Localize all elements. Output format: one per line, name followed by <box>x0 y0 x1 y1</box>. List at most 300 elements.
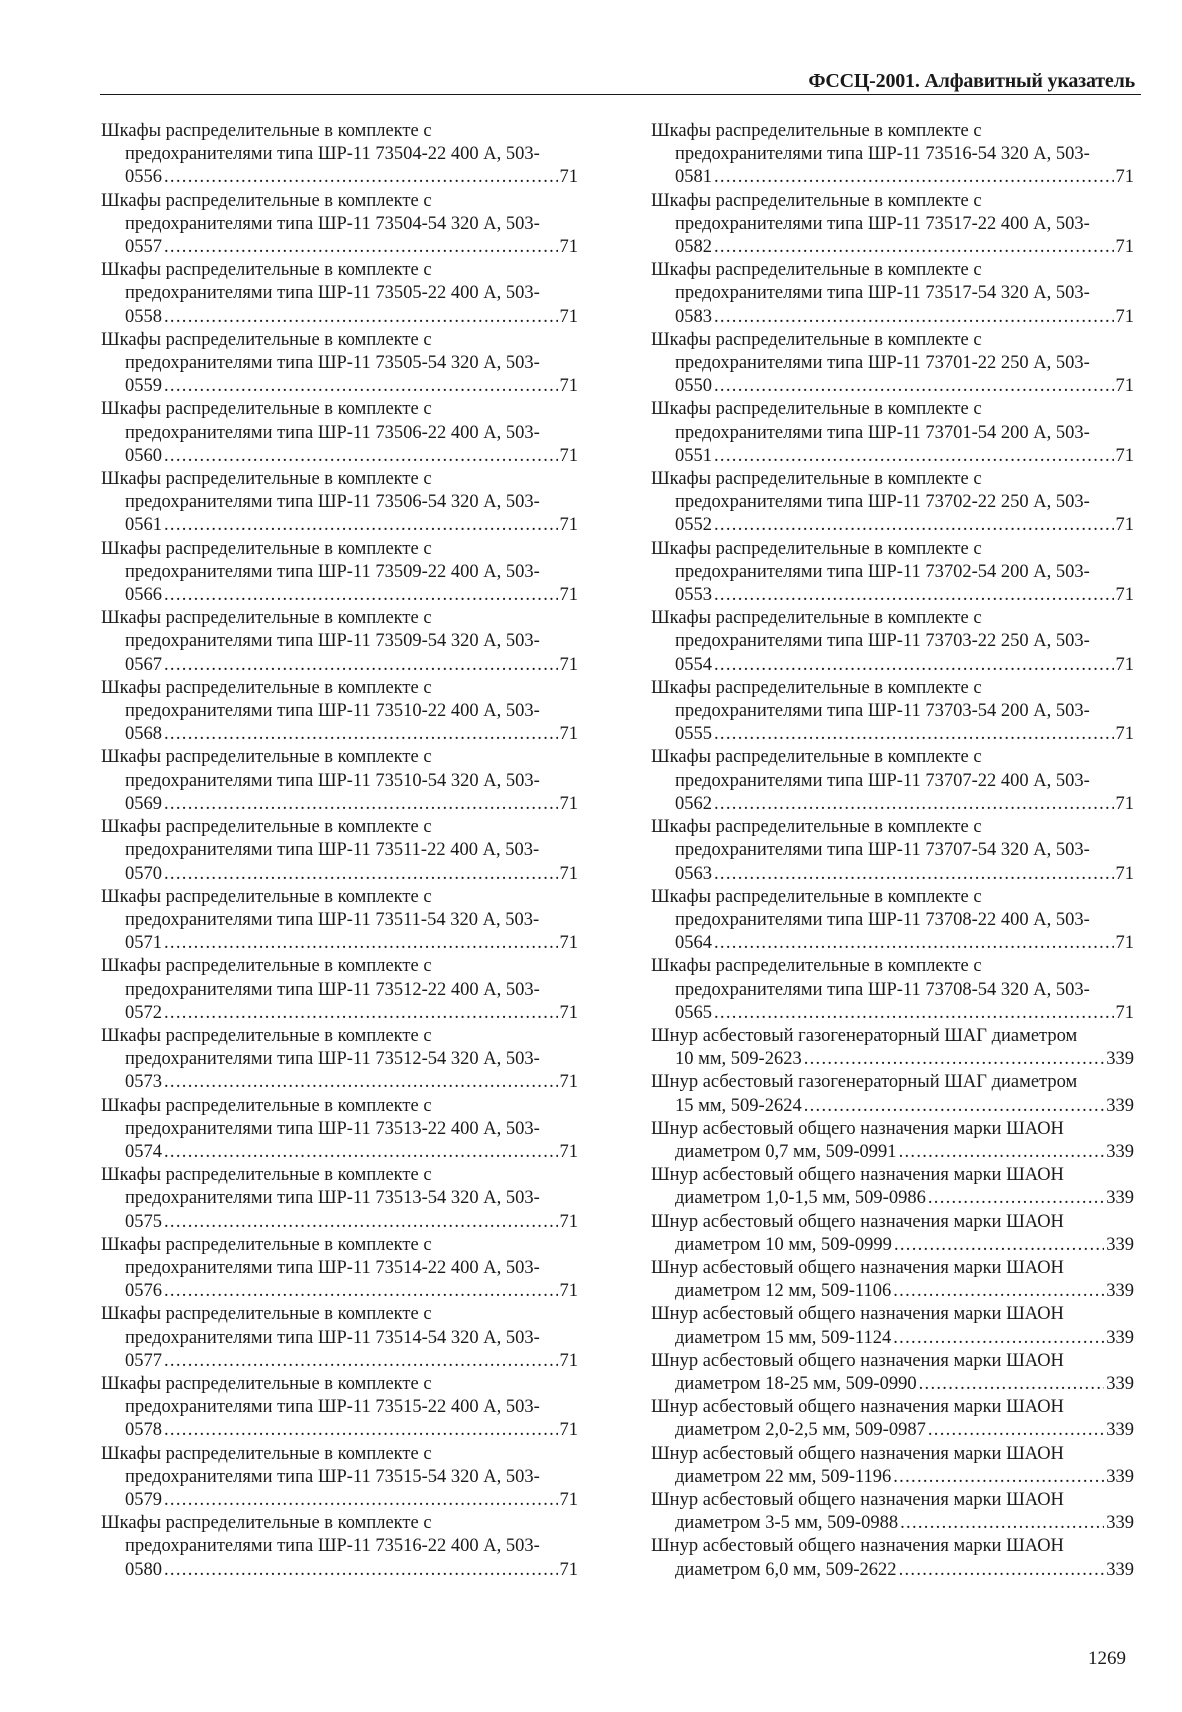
entry-code: диаметром 18-25 мм, 509-0990 <box>675 1373 917 1394</box>
entry-code: диаметром 12 мм, 509-1106 <box>675 1281 892 1302</box>
entry-line: предохранителями типа ШР-11 73511-22 400 А, 503- <box>125 840 540 861</box>
entry-line: предохранителями типа ШР-11 73516-22 400 А, 503- <box>125 1536 540 1557</box>
entry-continuation <box>101 352 578 398</box>
index-entry <box>101 1095 578 1165</box>
entry-leader-line <box>125 584 578 607</box>
entry-code: 0571 <box>125 933 162 954</box>
dot-leader <box>714 445 1114 468</box>
index-entry <box>101 120 578 190</box>
entry-heading: Шкафы распределительные в комплекте с <box>651 121 982 141</box>
entry-continuation <box>101 1535 578 1581</box>
entry-code: диаметром 2,0-2,5 мм, 509-0987 <box>675 1420 926 1441</box>
dot-leader <box>714 166 1114 189</box>
entry-heading: Шкафы распределительные в комплекте с <box>101 399 432 420</box>
entry-leader-line <box>675 514 1134 537</box>
index-entry <box>101 398 578 468</box>
entry-page-ref: 71 <box>1115 933 1134 954</box>
entry-page-ref: 71 <box>559 376 578 397</box>
dot-leader <box>714 863 1114 886</box>
index-entry <box>651 1443 1134 1489</box>
entry-heading: Шкафы распределительные в комплекте с <box>651 956 982 977</box>
entry-code: 0578 <box>125 1420 162 1441</box>
entry-heading: Шкафы распределительные в комплекте с <box>101 1025 432 1046</box>
entry-continuation <box>651 282 1134 328</box>
index-entry <box>651 1118 1134 1164</box>
entry-line: предохранителями типа ШР-11 73517-22 400 А, 503- <box>675 213 1090 234</box>
dot-leader <box>164 1489 558 1512</box>
entry-page-ref: 71 <box>559 1420 578 1441</box>
entry-continuation <box>651 1466 1134 1489</box>
entry-heading: Шкафы распределительные в комплекте с <box>651 747 982 768</box>
entry-code: 0554 <box>675 654 712 675</box>
entry-page-ref: 339 <box>1106 1559 1134 1580</box>
dot-leader <box>164 445 558 468</box>
entry-heading: Шкафы распределительные в комплекте с <box>651 677 982 698</box>
entry-page-ref: 71 <box>559 167 578 188</box>
entry-page-ref: 71 <box>559 1559 578 1580</box>
entry-page-ref: 339 <box>1106 1466 1134 1487</box>
entry-page-ref: 71 <box>1115 654 1134 675</box>
entry-page-ref: 71 <box>1115 793 1134 814</box>
index-entry <box>651 120 1134 190</box>
entry-leader-line <box>675 584 1134 607</box>
dot-leader <box>804 1048 1105 1071</box>
dot-leader <box>893 1280 1104 1303</box>
dot-leader <box>893 1466 1104 1489</box>
entry-heading: Шкафы распределительные в комплекте с <box>101 469 432 490</box>
entry-leader-line <box>125 306 578 329</box>
index-entry <box>101 955 578 1025</box>
entry-leader-line <box>675 1419 1134 1442</box>
entry-code: 0583 <box>675 306 712 327</box>
entry-line: предохранителями типа ШР-11 73707-54 320 А, 503- <box>675 840 1090 861</box>
index-entry <box>101 329 578 399</box>
header-title: ФССЦ-2001. Алфавитный указатель <box>808 70 1135 92</box>
index-entry <box>651 746 1134 816</box>
dot-leader <box>928 1187 1104 1210</box>
entry-heading: Шкафы распределительные в комплекте с <box>101 1095 432 1116</box>
entry-page-ref: 71 <box>559 793 578 814</box>
entry-continuation <box>651 1512 1134 1535</box>
entry-code: диаметром 0,7 мм, 509-0991 <box>675 1141 897 1162</box>
entry-continuation <box>651 213 1134 259</box>
index-entry <box>651 1211 1134 1257</box>
entry-page-ref: 71 <box>1115 445 1134 466</box>
entry-heading: Шкафы распределительные в комплекте с <box>101 1165 432 1186</box>
dot-leader <box>164 932 558 955</box>
dot-leader <box>714 514 1114 537</box>
entry-continuation <box>651 1187 1134 1210</box>
entry-continuation <box>101 630 578 676</box>
entry-code: 0576 <box>125 1281 162 1302</box>
dot-leader <box>164 166 558 189</box>
entry-leader-line <box>675 1512 1134 1535</box>
entry-continuation <box>651 422 1134 468</box>
entry-heading: Шкафы распределительные в комплекте с <box>101 260 432 281</box>
entry-heading: Шкафы распределительные в комплекте с <box>101 1443 432 1464</box>
entry-leader-line <box>125 166 578 189</box>
entry-continuation <box>651 770 1134 816</box>
entry-continuation <box>651 630 1134 676</box>
entry-page-ref: 339 <box>1106 1234 1134 1255</box>
entry-code: 10 мм, 509-2623 <box>675 1049 802 1070</box>
entry-leader-line <box>675 1327 1134 1350</box>
entry-code: 0563 <box>675 863 712 884</box>
index-entry <box>101 1373 578 1443</box>
dot-leader <box>164 654 558 677</box>
dot-leader <box>164 514 558 537</box>
entry-continuation <box>101 1187 578 1233</box>
index-entry <box>101 886 578 956</box>
entry-page-ref: 71 <box>1115 1002 1134 1023</box>
index-entry <box>651 538 1134 608</box>
dot-leader <box>164 1141 558 1164</box>
dot-leader <box>164 306 558 329</box>
entry-continuation <box>101 213 578 259</box>
entry-leader-line <box>675 1373 1134 1396</box>
entry-leader-line <box>125 445 578 468</box>
entry-line: предохранителями типа ШР-11 73701-54 200 А, 503- <box>675 422 1090 443</box>
entry-heading: Шкафы распределительные в комплекте с <box>101 329 432 350</box>
index-entry <box>651 1396 1134 1442</box>
entry-line: предохранителями типа ШР-11 73511-54 320 А, 503- <box>125 909 540 930</box>
dot-leader <box>164 1071 558 1094</box>
entry-heading: Шкафы распределительные в комплекте с <box>101 1373 432 1394</box>
entry-code: диаметром 22 мм, 509-1196 <box>675 1466 892 1487</box>
entry-leader-line <box>125 1419 578 1442</box>
dot-leader <box>899 1141 1105 1164</box>
entry-continuation <box>101 700 578 746</box>
dot-leader <box>164 1211 558 1234</box>
entry-continuation <box>101 979 578 1025</box>
dot-leader <box>164 236 558 259</box>
entry-continuation <box>651 1373 1134 1396</box>
entry-heading: Шнур асбестовый газогенераторный ШАГ диаметром <box>651 1072 1078 1093</box>
entry-line: предохранителями типа ШР-11 73504-22 400 А, 503- <box>125 144 540 165</box>
entry-code: 0572 <box>125 1002 162 1023</box>
entry-leader-line <box>125 793 578 816</box>
entry-line: предохранителями типа ШР-11 73517-54 320 А, 503- <box>675 283 1090 304</box>
entry-page-ref: 71 <box>559 237 578 258</box>
entry-leader-line <box>675 1559 1134 1582</box>
entry-leader-line <box>675 166 1134 189</box>
entry-leader-line <box>125 1559 578 1582</box>
entry-code: 0558 <box>125 306 162 327</box>
dot-leader <box>164 1350 558 1373</box>
entry-leader-line <box>125 1071 578 1094</box>
entry-leader-line <box>125 1280 578 1303</box>
entry-code: 0580 <box>125 1559 162 1580</box>
entry-line: предохранителями типа ШР-11 73513-22 400 А, 503- <box>125 1118 540 1139</box>
entry-heading: Шкафы распределительные в комплекте с <box>101 677 432 698</box>
index-entry <box>651 1025 1134 1071</box>
entry-line: предохранителями типа ШР-11 73509-22 400 А, 503- <box>125 561 540 582</box>
entry-page-ref: 71 <box>1115 515 1134 536</box>
entry-code: 0575 <box>125 1211 162 1232</box>
entry-code: 0552 <box>675 515 712 536</box>
entry-leader-line <box>675 1280 1134 1303</box>
entry-page-ref: 339 <box>1106 1373 1134 1394</box>
entry-page-ref: 71 <box>559 1281 578 1302</box>
entry-leader-line <box>675 654 1134 677</box>
dot-leader <box>804 1095 1105 1118</box>
entry-leader-line <box>125 654 578 677</box>
dot-leader <box>919 1373 1105 1396</box>
entry-page-ref: 71 <box>559 654 578 675</box>
entry-line: предохранителями типа ШР-11 73510-22 400 А, 503- <box>125 701 540 722</box>
entry-page-ref: 339 <box>1106 1513 1134 1534</box>
entry-code: диаметром 1,0-1,5 мм, 509-0986 <box>675 1188 926 1209</box>
entry-continuation <box>101 561 578 607</box>
entry-line: предохранителями типа ШР-11 73701-22 250 А, 503- <box>675 353 1090 374</box>
entry-code: 0559 <box>125 376 162 397</box>
entry-leader-line <box>125 1489 578 1512</box>
entry-code: 15 мм, 509-2624 <box>675 1095 802 1116</box>
index-column-left <box>101 120 578 1582</box>
entry-page-ref: 71 <box>1115 863 1134 884</box>
dot-leader <box>164 375 558 398</box>
entry-page-ref: 71 <box>1115 306 1134 327</box>
entry-page-ref: 71 <box>1115 376 1134 397</box>
entry-heading: Шкафы распределительные в комплекте с <box>651 608 982 629</box>
entry-leader-line <box>125 1141 578 1164</box>
entry-heading: Шкафы распределительные в комплекте с <box>101 1234 432 1255</box>
entry-line: предохранителями типа ШР-11 73513-54 320 А, 503- <box>125 1188 540 1209</box>
entry-line: предохранителями типа ШР-11 73505-54 320 А, 503- <box>125 353 540 374</box>
dot-leader <box>164 1280 558 1303</box>
dot-leader <box>164 584 558 607</box>
index-column-right <box>651 120 1134 1582</box>
entry-heading: Шнур асбестовый общего назначения марки ШАОН <box>651 1397 1064 1418</box>
entry-line: предохранителями типа ШР-11 73512-54 320 А, 503- <box>125 1049 540 1070</box>
entry-continuation <box>101 143 578 189</box>
entry-code: диаметром 15 мм, 509-1124 <box>675 1327 892 1348</box>
entry-leader-line <box>675 793 1134 816</box>
entry-code: диаметром 6,0 мм, 509-2622 <box>675 1559 897 1580</box>
entry-continuation <box>651 491 1134 537</box>
dot-leader <box>164 1559 558 1582</box>
entry-continuation <box>651 352 1134 398</box>
entry-leader-line <box>675 932 1134 955</box>
entry-leader-line <box>675 236 1134 259</box>
entry-page-ref: 71 <box>559 933 578 954</box>
entry-leader-line <box>675 445 1134 468</box>
entry-page-ref: 71 <box>1115 585 1134 606</box>
entry-code: 0562 <box>675 793 712 814</box>
index-entry <box>651 1535 1134 1581</box>
entry-heading: Шнур асбестовый общего назначения марки ШАОН <box>651 1443 1064 1464</box>
entry-heading: Шкафы распределительные в комплекте с <box>101 886 432 907</box>
entry-page-ref: 71 <box>559 1002 578 1023</box>
entry-line: предохранителями типа ШР-11 73515-54 320 А, 503- <box>125 1466 540 1487</box>
entry-page-ref: 71 <box>559 1489 578 1510</box>
entry-heading: Шкафы распределительные в комплекте с <box>101 817 432 838</box>
entry-continuation <box>101 1396 578 1442</box>
entry-heading: Шкафы распределительные в комплекте с <box>651 329 982 350</box>
entry-code: 0566 <box>125 585 162 606</box>
index-entry <box>651 1257 1134 1303</box>
index-entry <box>101 746 578 816</box>
dot-leader <box>714 723 1114 746</box>
entry-page-ref: 339 <box>1106 1281 1134 1302</box>
entry-leader-line <box>675 723 1134 746</box>
entry-line: предохранителями типа ШР-11 73506-54 320 А, 503- <box>125 492 540 513</box>
page-number: 1269 <box>1088 1648 1126 1669</box>
entry-heading: Шкафы распределительные в комплекте с <box>651 469 982 490</box>
entry-continuation <box>101 1118 578 1164</box>
entry-code: 0565 <box>675 1002 712 1023</box>
index-entry <box>651 1303 1134 1349</box>
index-entry <box>651 816 1134 886</box>
entry-leader-line <box>675 1002 1134 1025</box>
entry-leader-line <box>675 1234 1134 1257</box>
entry-code: 0582 <box>675 237 712 258</box>
entry-continuation <box>651 1095 1134 1118</box>
entry-heading: Шкафы распределительные в комплекте с <box>101 747 432 768</box>
entry-code: 0573 <box>125 1072 162 1093</box>
dot-leader <box>714 236 1114 259</box>
entry-line: предохранителями типа ШР-11 73504-54 320 А, 503- <box>125 213 540 234</box>
entry-continuation <box>101 839 578 885</box>
entry-leader-line <box>675 306 1134 329</box>
entry-code: 0550 <box>675 376 712 397</box>
dot-leader <box>894 1234 1104 1257</box>
dot-leader <box>899 1559 1105 1582</box>
index-entry <box>101 259 578 329</box>
entry-line: предохранителями типа ШР-11 73512-22 400 А, 503- <box>125 979 540 1000</box>
index-entry <box>101 1512 578 1582</box>
entry-line: предохранителями типа ШР-11 73707-22 400 А, 503- <box>675 770 1090 791</box>
entry-line: предохранителями типа ШР-11 73505-22 400 А, 503- <box>125 283 540 304</box>
entry-code: 0567 <box>125 654 162 675</box>
entry-page-ref: 339 <box>1106 1327 1134 1348</box>
index-entry <box>101 1025 578 1095</box>
entry-leader-line <box>125 723 578 746</box>
entry-line: предохранителями типа ШР-11 73703-54 200 А, 503- <box>675 701 1090 722</box>
entry-page-ref: 71 <box>1115 724 1134 745</box>
entry-continuation <box>101 282 578 328</box>
entry-page-ref: 339 <box>1106 1420 1134 1441</box>
entry-heading: Шнур асбестовый общего назначения марки ШАОН <box>651 1304 1064 1325</box>
entry-code: 0557 <box>125 237 162 258</box>
entry-continuation <box>101 422 578 468</box>
dot-leader <box>164 723 558 746</box>
entry-heading: Шкафы распределительные в комплекте с <box>651 538 982 559</box>
index-entry <box>651 1350 1134 1396</box>
entry-heading: Шнур асбестовый общего назначения марки ШАОН <box>651 1350 1064 1371</box>
entry-line: предохранителями типа ШР-11 73506-22 400 А, 503- <box>125 422 540 443</box>
entry-page-ref: 71 <box>559 1141 578 1162</box>
entry-line: предохранителями типа ШР-11 73708-54 320 А, 503- <box>675 979 1090 1000</box>
index-entry <box>651 1071 1134 1117</box>
entry-leader-line <box>675 375 1134 398</box>
entry-heading: Шнур асбестовый газогенераторный ШАГ диаметром <box>651 1025 1078 1046</box>
entry-line: предохранителями типа ШР-11 73702-54 200 А, 503- <box>675 561 1090 582</box>
entry-heading: Шнур асбестовый общего назначения марки ШАОН <box>651 1257 1064 1278</box>
dot-leader <box>714 584 1114 607</box>
entry-line: предохранителями типа ШР-11 73702-22 250 А, 503- <box>675 492 1090 513</box>
entry-continuation <box>651 909 1134 955</box>
entry-heading: Шкафы распределительные в комплекте с <box>651 886 982 907</box>
entry-page-ref: 71 <box>559 724 578 745</box>
entry-page-ref: 71 <box>559 1072 578 1093</box>
dot-leader <box>893 1327 1104 1350</box>
entry-leader-line <box>675 1466 1134 1489</box>
entry-continuation <box>101 1327 578 1373</box>
entry-continuation <box>651 1234 1134 1257</box>
dot-leader <box>164 793 558 816</box>
index-entry <box>101 1303 578 1373</box>
entry-line: предохранителями типа ШР-11 73516-54 320 А, 503- <box>675 144 1090 165</box>
index-entry <box>651 259 1134 329</box>
entry-continuation <box>651 1141 1134 1164</box>
dot-leader <box>714 654 1114 677</box>
entry-code: 0564 <box>675 933 712 954</box>
entry-continuation <box>651 143 1134 189</box>
entry-leader-line <box>675 1095 1134 1118</box>
index-entry <box>651 468 1134 538</box>
index-entry <box>651 955 1134 1025</box>
entry-code: 0560 <box>125 445 162 466</box>
entry-heading: Шкафы распределительные в комплекте с <box>101 1513 432 1534</box>
entry-continuation <box>651 839 1134 885</box>
entry-code: 0574 <box>125 1141 162 1162</box>
entry-continuation <box>651 1327 1134 1350</box>
entry-leader-line <box>675 1048 1134 1071</box>
dot-leader <box>714 306 1114 329</box>
entry-heading: Шнур асбестовый общего назначения марки ШАОН <box>651 1211 1064 1232</box>
index-entry <box>651 607 1134 677</box>
entry-heading: Шкафы распределительные в комплекте с <box>101 1304 432 1325</box>
entry-heading: Шкафы распределительные в комплекте с <box>101 538 432 559</box>
dot-leader <box>164 1002 558 1025</box>
dot-leader <box>928 1419 1104 1442</box>
entry-heading: Шнур асбестовый общего назначения марки ШАОН <box>651 1489 1064 1510</box>
index-entry <box>651 190 1134 260</box>
entry-leader-line <box>125 932 578 955</box>
entry-heading: Шкафы распределительные в комплекте с <box>101 956 432 977</box>
entry-continuation <box>101 1466 578 1512</box>
entry-page-ref: 71 <box>559 585 578 606</box>
dot-leader <box>714 375 1114 398</box>
entry-heading: Шкафы распределительные в комплекте с <box>101 121 432 141</box>
index-entry <box>101 190 578 260</box>
entry-code: 0570 <box>125 863 162 884</box>
entry-leader-line <box>125 1002 578 1025</box>
entry-page-ref: 71 <box>559 863 578 884</box>
entry-line: предохранителями типа ШР-11 73515-22 400 А, 503- <box>125 1397 540 1418</box>
index-entry <box>101 816 578 886</box>
dot-leader <box>164 1419 558 1442</box>
entry-continuation <box>651 1559 1134 1582</box>
dot-leader <box>714 793 1114 816</box>
index-entry <box>101 1234 578 1304</box>
entry-leader-line <box>125 1211 578 1234</box>
entry-code: 0561 <box>125 515 162 536</box>
entry-heading: Шкафы распределительные в комплекте с <box>101 190 432 211</box>
entry-continuation <box>651 1419 1134 1442</box>
entry-continuation <box>651 700 1134 746</box>
entry-continuation <box>651 1048 1134 1071</box>
entry-leader-line <box>125 863 578 886</box>
dot-leader <box>164 863 558 886</box>
entry-heading: Шнур асбестовый общего назначения марки ШАОН <box>651 1165 1064 1186</box>
entry-line: предохранителями типа ШР-11 73708-22 400 А, 503- <box>675 909 1090 930</box>
index-entry <box>651 886 1134 956</box>
index-entry <box>101 607 578 677</box>
entry-heading: Шнур асбестовый общего назначения марки ШАОН <box>651 1118 1064 1139</box>
entry-heading: Шнур асбестовый общего назначения марки ШАОН <box>651 1536 1064 1557</box>
